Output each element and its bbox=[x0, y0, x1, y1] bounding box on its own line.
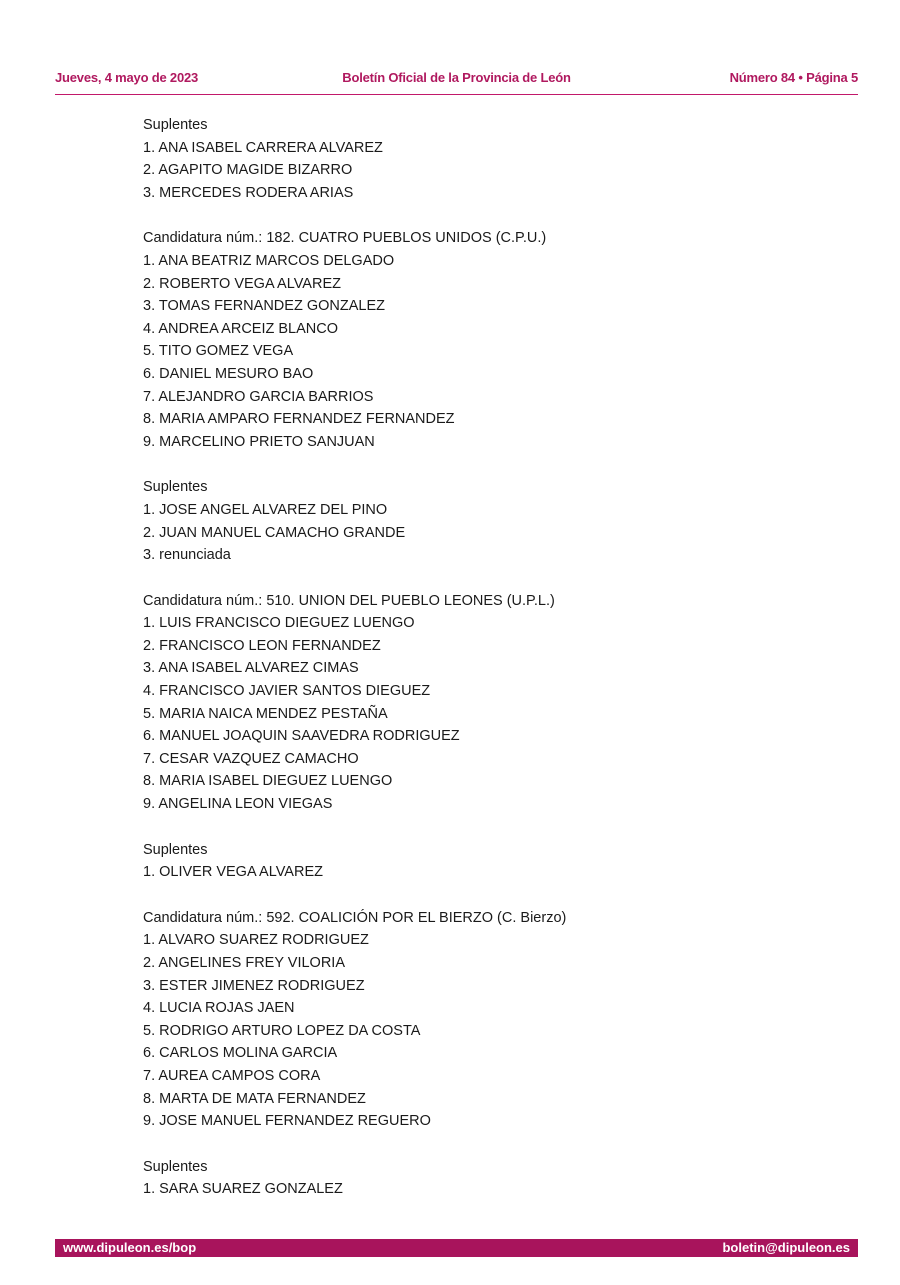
candidate-item: 1. JOSE ANGEL ALVAREZ DEL PINO bbox=[143, 501, 388, 518]
block-heading: Candidatura núm.: 510. UNION DEL PUEBLO LEONES (U.P.L.) bbox=[143, 592, 555, 609]
candidate-block bbox=[143, 590, 823, 816]
page-header bbox=[55, 70, 858, 88]
candidate-block bbox=[143, 227, 823, 453]
candidate-item: 3. renunciada bbox=[143, 547, 231, 564]
candidate-item: 3. TOMAS FERNANDEZ GONZALEZ bbox=[143, 298, 385, 315]
candidate-block bbox=[143, 1156, 823, 1201]
block-spacer bbox=[143, 816, 823, 839]
candidate-item: 4. LUCIA ROJAS JAEN bbox=[143, 1000, 295, 1017]
candidate-item: 8. MARIA ISABEL DIEGUEZ LUENGO bbox=[143, 773, 393, 790]
candidate-item: 1. LUIS FRANCISCO DIEGUEZ LUENGO bbox=[143, 615, 415, 632]
candidate-item: 1. OLIVER VEGA ALVAREZ bbox=[143, 864, 323, 881]
candidate-item: 7. CESAR VAZQUEZ CAMACHO bbox=[143, 750, 359, 767]
candidate-item: 6. CARLOS MOLINA GARCIA bbox=[143, 1045, 338, 1062]
candidate-item: 2. AGAPITO MAGIDE BIZARRO bbox=[143, 162, 353, 179]
candidate-item: 9. MARCELINO PRIETO SANJUAN bbox=[143, 433, 375, 450]
candidate-item: 6. MANUEL JOAQUIN SAAVEDRA RODRIGUEZ bbox=[143, 728, 460, 745]
page-footer bbox=[55, 1239, 858, 1257]
document-body bbox=[143, 114, 823, 1201]
header-page-number: Número 84 • Página 5 bbox=[729, 70, 858, 85]
block-heading: Suplentes bbox=[143, 117, 208, 133]
block-spacer bbox=[143, 567, 823, 590]
block-heading: Candidatura núm.: 592. COALICIÓN POR EL BIERZO (C. Bierzo) bbox=[143, 909, 567, 926]
candidate-item: 8. MARTA DE MATA FERNANDEZ bbox=[143, 1090, 366, 1107]
block-spacer bbox=[143, 453, 823, 476]
candidate-item: 3. ANA ISABEL ALVAREZ CIMAS bbox=[143, 660, 359, 677]
candidate-item: 3. ESTER JIMENEZ RODRIGUEZ bbox=[143, 977, 365, 994]
candidate-item: 5. TITO GOMEZ VEGA bbox=[143, 343, 294, 360]
candidate-item: 1. SARA SUAREZ GONZALEZ bbox=[143, 1181, 343, 1198]
block-spacer bbox=[143, 1133, 823, 1156]
block-heading: Suplentes bbox=[143, 841, 208, 858]
footer-email-link[interactable]: boletin@dipuleon.es bbox=[722, 1240, 850, 1255]
block-heading: Suplentes bbox=[143, 1158, 208, 1175]
candidate-block bbox=[143, 907, 823, 1133]
candidate-item: 1. ANA BEATRIZ MARCOS DELGADO bbox=[143, 252, 395, 269]
candidate-item: 4. FRANCISCO JAVIER SANTOS DIEGUEZ bbox=[143, 683, 431, 700]
candidate-item: 2. ANGELINES FREY VILORIA bbox=[143, 955, 346, 971]
header-title: Boletín Oficial de la Provincia de León bbox=[342, 70, 571, 85]
candidate-block bbox=[143, 114, 823, 204]
footer-url-link[interactable]: www.dipuleon.es/bop bbox=[63, 1240, 197, 1255]
candidate-item: 8. MARIA AMPARO FERNANDEZ FERNANDEZ bbox=[143, 411, 455, 428]
header-date: Jueves, 4 mayo de 2023 bbox=[55, 70, 199, 85]
candidate-item: 5. MARIA NAICA MENDEZ PESTAÑA bbox=[143, 705, 388, 722]
candidate-item: 2. FRANCISCO LEON FERNANDEZ bbox=[143, 637, 381, 654]
block-spacer bbox=[143, 204, 823, 227]
candidate-item: 2. ROBERTO VEGA ALVAREZ bbox=[143, 275, 341, 292]
block-heading: Candidatura núm.: 182. CUATRO PUEBLOS UNIDOS (C.P.U.) bbox=[143, 230, 547, 247]
candidate-item: 3. MERCEDES RODERA ARIAS bbox=[143, 184, 354, 201]
candidate-item: 1. ALVARO SUAREZ RODRIGUEZ bbox=[143, 932, 369, 949]
candidate-item: 4. ANDREA ARCEIZ BLANCO bbox=[143, 320, 339, 337]
candidate-item: 5. RODRIGO ARTURO LOPEZ DA COSTA bbox=[143, 1022, 421, 1039]
candidate-item: 6. DANIEL MESURO BAO bbox=[143, 365, 314, 382]
candidate-block bbox=[143, 476, 823, 566]
candidate-item: 2. JUAN MANUEL CAMACHO GRANDE bbox=[143, 524, 406, 541]
candidate-item: 7. AUREA CAMPOS CORA bbox=[143, 1067, 321, 1084]
block-heading: Suplentes bbox=[143, 479, 208, 496]
header-divider bbox=[55, 94, 858, 95]
block-spacer bbox=[143, 884, 823, 907]
candidate-item: 9. ANGELINA LEON VIEGAS bbox=[143, 796, 333, 813]
candidate-item: 1. ANA ISABEL CARRERA ALVAREZ bbox=[143, 139, 383, 156]
candidate-block bbox=[143, 839, 823, 884]
candidate-item: 9. JOSE MANUEL FERNANDEZ REGUERO bbox=[143, 1113, 431, 1130]
candidate-item: 7. ALEJANDRO GARCIA BARRIOS bbox=[143, 388, 374, 405]
